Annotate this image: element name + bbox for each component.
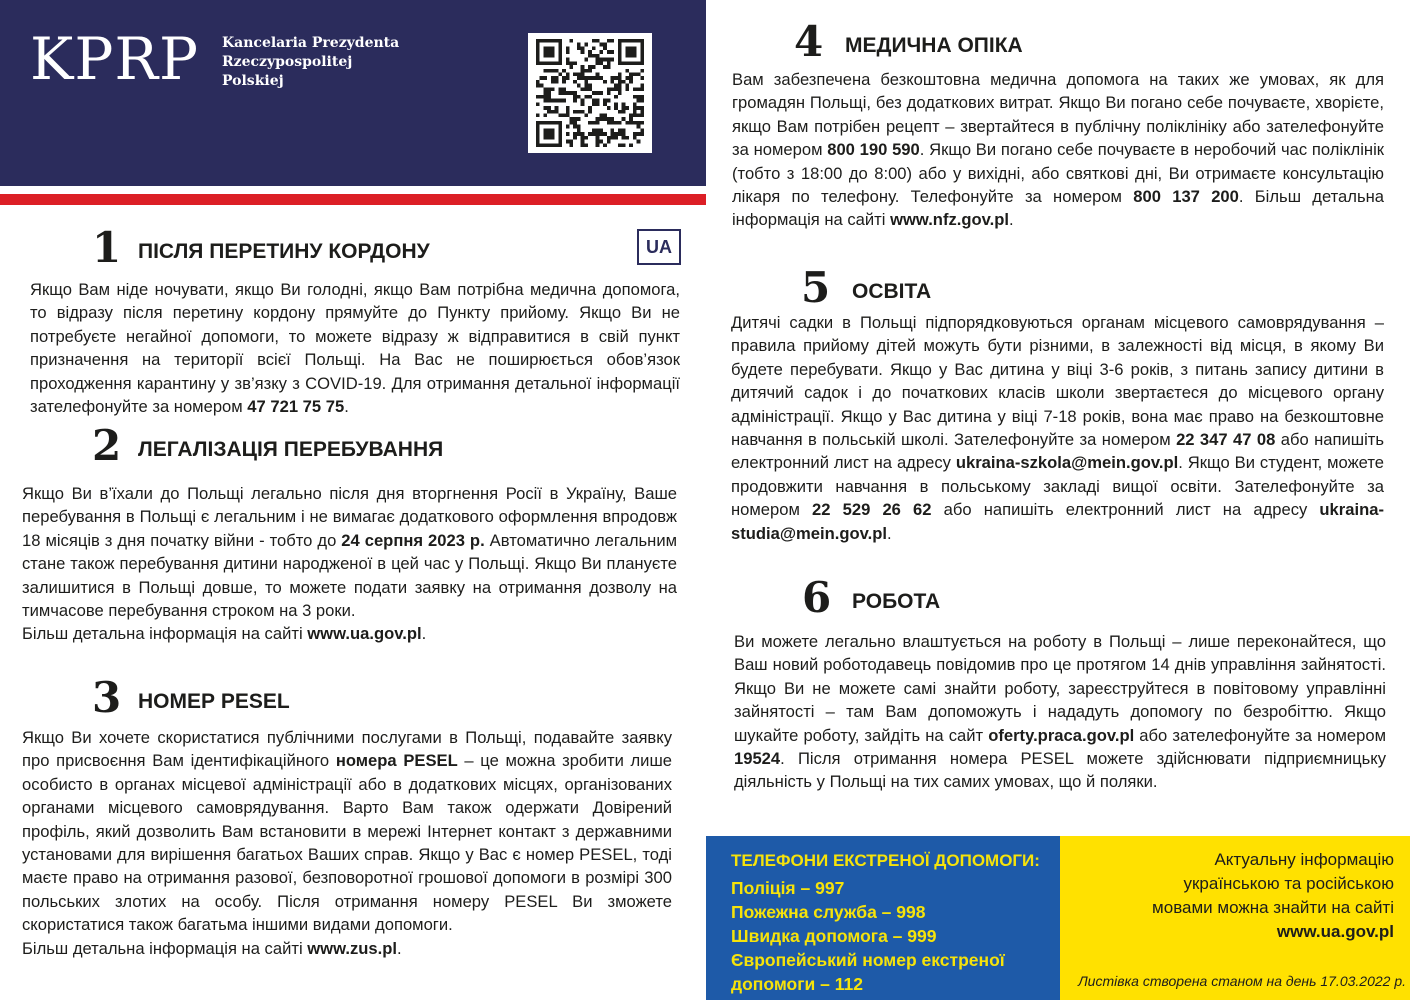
- pesel-term: номера PESEL: [335, 751, 458, 771]
- section-title: ОСВІТА: [852, 280, 932, 303]
- police-phone[interactable]: Поліція – 997: [731, 878, 845, 898]
- section-more-info: [22, 937, 672, 960]
- section-medical: [732, 17, 1385, 232]
- section-more-info: [22, 622, 677, 645]
- section-work: [734, 573, 1386, 794]
- phone-number[interactable]: 47 721 75 75: [247, 397, 345, 417]
- flag-stripe-red: [0, 194, 706, 205]
- section-heading: [22, 421, 677, 482]
- website-link[interactable]: oferty.praca.gov.pl: [988, 725, 1135, 745]
- body-end: .: [421, 624, 427, 644]
- organization-name: [222, 34, 399, 91]
- leaflet-date-note: Листівка створена станом на день 17.03.2022 р.: [1078, 973, 1406, 989]
- info-line-2: українською та російською: [1183, 874, 1394, 893]
- org-line-3: Polskiej: [222, 73, 284, 89]
- info-line-1: Актуальну інформацію: [1214, 850, 1394, 869]
- section-number: 4: [794, 17, 824, 66]
- org-line-2: Rzeczypospolitej: [222, 54, 353, 70]
- section-body: [22, 726, 672, 937]
- deadline-date: 24 серпня 2023 р.: [341, 530, 485, 550]
- section-body: [22, 482, 677, 622]
- email-link[interactable]: ukraina-studia@mein.gov.pl: [731, 500, 1384, 543]
- emergency-title: ТЕЛЕФОНИ ЕКСТРЕНОЇ ДОПОМОГИ:: [731, 851, 1040, 870]
- body-text: Вам забезпечена безкоштовна медична допомога на таких же умовах, як для громадян Польщі, без додаткових витрат. Якщо Ви погано себе почуваєте, хворієте, якщо Вам потрібен рецепт – звертайтеся в публічну поліклініку або зателефонуйте за номером: [732, 70, 1384, 160]
- body-text: Ви можете легально влаштується на роботу в Польщі – лише переконайтеся, що Ваш новий роботодавець повідомив про це протягом 14 днів управління зайнятості. Якщо Ви не можете самі знайти роботу, зареєструйтеся в повітовому управлінні зайнятості – там Вам допоможуть і нададуть допомогу по безробіттю. Якщо шукайте роботу, зайдіть на сайт: [734, 632, 1386, 745]
- body-end: .: [1009, 210, 1014, 230]
- body-text: або напишіть електронний лист на адресу: [931, 500, 1320, 520]
- section-body: [731, 311, 1384, 545]
- section-body: [732, 68, 1384, 232]
- section-education: [731, 263, 1384, 545]
- phone-number[interactable]: 22 529 26 62: [812, 500, 932, 520]
- section-title: МЕДИЧНА ОПІКА: [845, 34, 1023, 57]
- section-number: 1: [92, 223, 122, 272]
- body-text: . Якщо Ви погано себе почуваєте в неробочий час поліклінік (тобто з 18:00 до 8:00) або у вихідні, або святкові дні, Ви отримаєте консультацію лікаря по телефону. Телефонуйте за номером: [732, 140, 1385, 207]
- section-title: РОБОТА: [852, 590, 941, 613]
- website-link[interactable]: www.ua.gov.pl: [307, 624, 422, 644]
- fire-phone[interactable]: Пожежна служба – 998: [731, 902, 926, 922]
- body-end: .: [887, 523, 892, 543]
- european-emergency-label: Європейський номер екстреної: [731, 950, 1005, 970]
- body-end: .: [344, 397, 349, 417]
- email-link[interactable]: ukraina-szkola@mein.gov.pl: [955, 453, 1179, 473]
- section-heading: [30, 223, 680, 278]
- org-line-1: Kancelaria Prezydenta: [222, 35, 400, 51]
- section-body: [30, 278, 680, 418]
- language-badge: UA: [637, 229, 681, 265]
- phone-number[interactable]: 19524: [734, 749, 781, 769]
- body-end: .: [396, 938, 402, 958]
- qr-code[interactable]: [528, 33, 652, 153]
- info-website-link[interactable]: www.ua.gov.pl: [1276, 922, 1394, 941]
- website-link[interactable]: www.zus.pl: [307, 938, 397, 958]
- section-title: ПІСЛЯ ПЕРЕТИНУ КОРДОНУ: [138, 240, 430, 263]
- section-number: 6: [802, 573, 832, 622]
- body-text: . Якщо Ви студент, можете продовжити навчання в польському закладі вищої освіти. Зателефонуйте за номером: [731, 453, 1384, 520]
- section-title: ЛЕГАЛІЗАЦІЯ ПЕРЕБУВАННЯ: [138, 438, 444, 461]
- body-text: або зателефонуйте за номером: [1134, 725, 1386, 745]
- body-text: Якщо Ви в’їхали до Польщі легально після дня вторгнення Росії в Україну, Ваше перебування в Польщі є легальним і не вимагає додаткового оформлення впродовж 18 місяців з дня початку війни - тобто до: [22, 484, 677, 550]
- ambulance-phone[interactable]: Швидка допомога – 999: [731, 926, 937, 946]
- kprp-logo: KPRP: [30, 25, 200, 93]
- more-info-text: Більш детальна інформація на сайті: [22, 624, 308, 644]
- more-info-text: Більш детальна інформація на сайті: [22, 938, 308, 958]
- info-line-3: мовами можна знайти на сайті: [1152, 898, 1394, 917]
- section-pesel: [22, 673, 672, 960]
- section-title: НОМЕР PESEL: [138, 690, 290, 713]
- qr-code-icon: [534, 39, 646, 147]
- section-legalization: [22, 421, 677, 646]
- body-text: Якщо Ви хочете скористатися публічними послугами в Польщі, подавайте заявку про присвоєння Вам ідентифікаційного: [22, 728, 672, 771]
- body-text: . Після отримання номера PESEL можете здійснювати підприємницьку діяльність у Польщі на тих самих умовах, що й поляки.: [734, 749, 1386, 792]
- body-text: Дитячі садки в Польщі підпорядковуються органам місцевого самоврядування – правила прийому дітей можуть бути різними, в залежності від місця, в якому Ви будете перебувати. Якщо у Вас дитина у віці 3-6 років, з питань запису дитини в дитячий садок і до початкових класів школи звертаєтеся до місцевого органу адміністрації. Якщо у Вас дитина у віці 7-18 років, вона має право на безкоштовне навчання в польській школі. Зателефонуйте за номером: [731, 313, 1384, 450]
- website-link[interactable]: www.nfz.gov.pl: [890, 210, 1010, 230]
- phone-number[interactable]: 800 190 590: [827, 140, 920, 160]
- section-number: 5: [801, 263, 831, 312]
- section-heading: [731, 263, 1384, 312]
- european-emergency-phone[interactable]: допомоги – 112: [731, 974, 863, 994]
- body-text: – це можна зробити лише особисто в органах місцевої адміністрації або в додаткових місцях, організованих органами місцевого самоврядування. Варто Вам також одержати Довірений профіль, який дозволить Вам встановити в мережі Інтернет контакт з державними установами для вирішення багатьох Ваших справ. Якщо у Вас є номер PESEL, тоді маєте право на отримання разової, безповоротної грошової допомоги в розмірі 300 польських злотих на особу. Після отримання номеру PESEL Ви зможете скористатися також багатьма іншими видами допомоги.: [22, 751, 672, 935]
- body-text: Якщо Вам ніде ночувати, якщо Ви голодні, якщо Вам потрібна медична допомога, то відразу після перетину кордону прямуйте до Пункту прийому. Якщо Ви не потребуєте негайної допомоги, то можете відразу ж відправитися в свій пункт призначення на території всієї Польщі. На Вас не поширюється обов’язок проходження карантину у зв’язку з COVID-19. Для отримання детальної інформації зателефонуйте за номером: [30, 280, 680, 417]
- section-after-border: [30, 223, 680, 418]
- header-banner: [0, 0, 706, 186]
- phone-number[interactable]: 22 347 47 08: [1176, 430, 1276, 450]
- body-text: Автоматично легальним стане також перебування дитини народженої в цей час у Польщі. Якщо Ви плануєте залишитися в Польщі довше, то можете подати заявку на отримання дозволу на тимчасове перебування строком на 3 роки.: [22, 530, 677, 621]
- section-number: 3: [92, 673, 122, 722]
- flag-stripe-white: [0, 186, 706, 194]
- section-heading: [734, 573, 1386, 630]
- body-text: або напишіть електронний лист на адресу: [731, 430, 1384, 473]
- section-body: [734, 630, 1386, 794]
- phone-number[interactable]: 800 137 200: [1133, 187, 1239, 207]
- info-box: [1060, 836, 1410, 1000]
- section-heading: [22, 673, 672, 726]
- emergency-phones-box: [706, 836, 1060, 1000]
- section-number: 2: [92, 421, 122, 470]
- body-text: . Більш детальна інформація на сайті: [732, 187, 1385, 230]
- section-heading: [732, 17, 1384, 68]
